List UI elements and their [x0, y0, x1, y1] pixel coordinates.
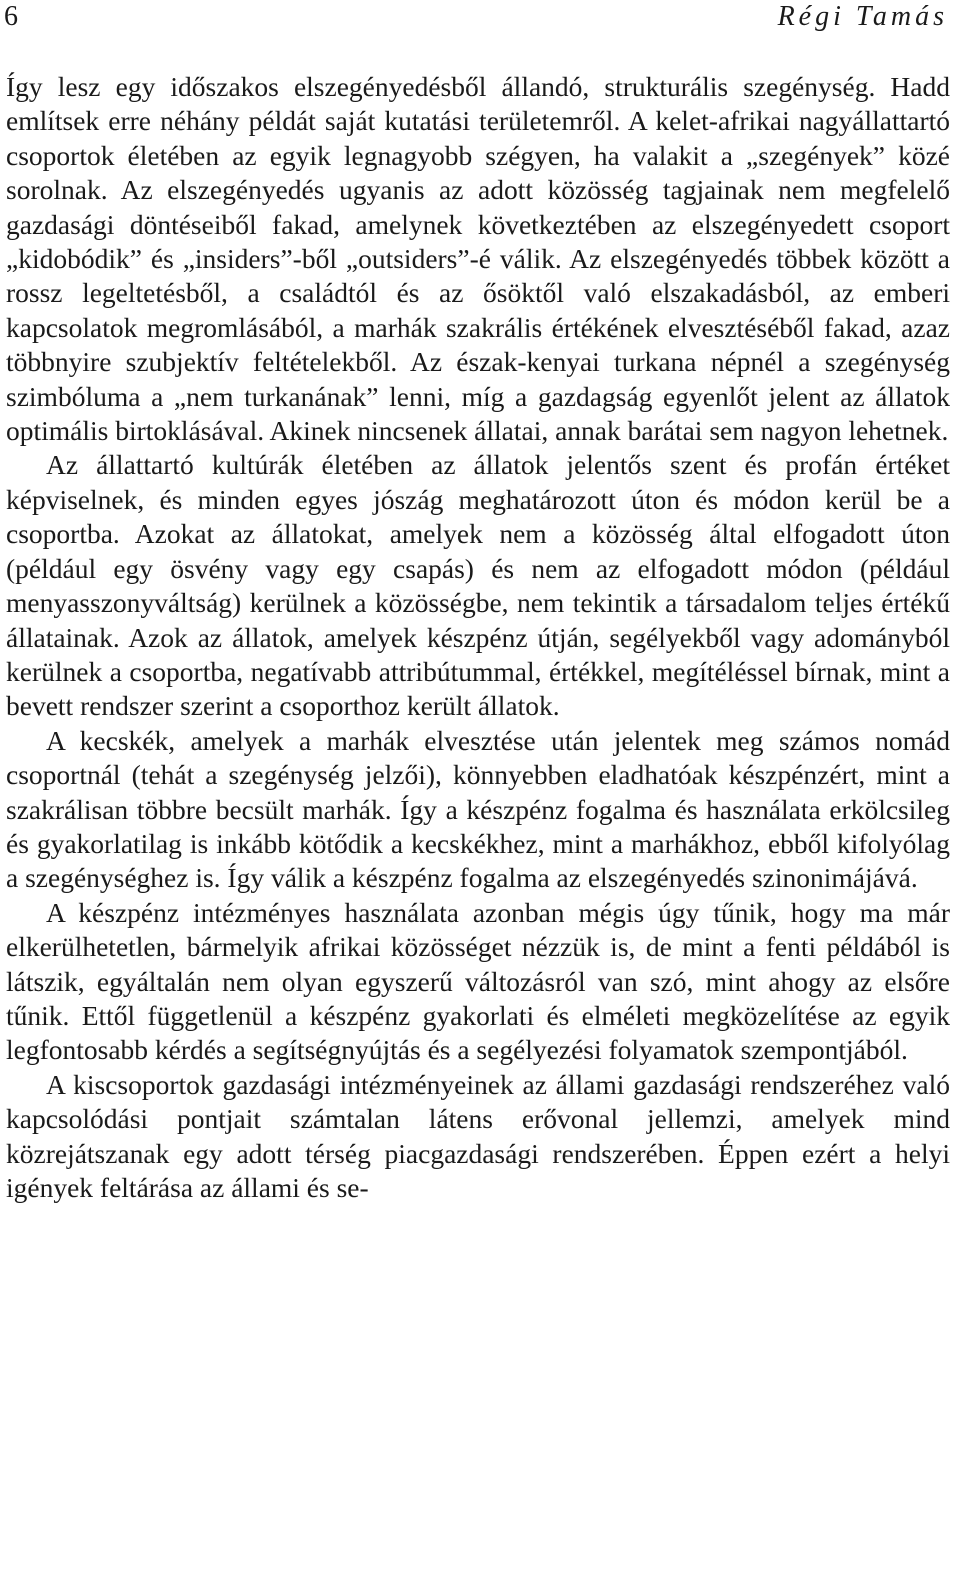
page-number: 6	[4, 1, 18, 32]
page-header	[0, 0, 960, 40]
running-head-author: Régi Tamás	[777, 1, 948, 32]
paragraph-1: Így lesz egy időszakos elszegényedésből állandó, strukturális szegénység. Hadd említsek erre néhány példát saját kutatási területemről. A kelet-afrikai nagyállattartó csoportok életében az egyik legnagyobb szégyen, ha valakit a „szegények” közé sorolnak. Az elszegényedés ugyanis az adott közösség tagjainak nem megfelelő gazdasági döntéseiből fakad, amelynek következtében az elszegényedett csoport „kidobódik” és „insiders”-ből „outsiders”-é válik. Az elszegényedés többek között a rossz legeltetésből, a családtól és az ősöktől való elszakadásból, az emberi kapcsolatok megromlásából, a marhák szakrális értékének elvesztéséből fakad, azaz többnyire szubjektív feltételekből. Az észak-kenyai turkana népnél a szegénység szimbóluma a „nem turkanának” lenni, míg a gazdagság egyenlőt jelent az állatok optimális birtoklásával. Akinek nincsenek állatai, annak barátai sem nagyon lehetnek.	[6, 71, 950, 447]
paragraph-3: A kecskék, amelyek a marhák elvesztése után jelentek meg számos nomád csoportnál (tehát a szegénység jelzői), könnyebben eladhatóak készpénzért, mint a szakrálisan többre becsült marhák. Így a készpénz fogalma és használata erkölcsileg és gyakorlatilag is inkább kötődik a kecskékhez, mint a marhákhoz, ebből kifolyólag a szegénységhez is. Így válik a készpénz fogalma az elszegényedés szinonimájává.	[6, 724, 950, 894]
body-text	[6, 70, 950, 1205]
paragraph-4: A készpénz intézményes használata azonban mégis úgy tűnik, hogy ma már elkerülhetetlen, bármelyik afrikai közösséget nézzük is, de mint a fenti példából is látszik, egyáltalán nem olyan egyszerű változásról van szó, mint ahogy az elsőre tűnik. Ettől függetlenül a készpénz gyakorlati és elméleti megközelítése az egyik legfontosabb kérdés a segítségnyújtás és a segélyezési folyamatok szempontjából.	[6, 896, 950, 1066]
paragraph-5: A kiscsoportok gazdasági intézményeinek az állami gazdasági rendszeréhez való kapcsolódási pontjait számtalan látens erővonal jellemzi, amelyek mind közrejátszanak egy adott térség piacgazdasági rendszerében. Éppen ezért a helyi igények feltárása az állami és se-	[6, 1068, 950, 1203]
paragraph-2: Az állattartó kultúrák életében az állatok jelentős szent és profán értéket képviselnek, és minden egyes jószág meghatározott úton és módon kerül be a csoportba. Azokat az állatokat, amelyek nem a közösség által elfogadott úton (például egy ösvény vagy egy csapás) és nem az elfogadott módon (például menyasszonyváltság) kerülnek a közösségbe, nem tekintik a társadalom teljes értékű állatainak. Azok az állatok, amelyek készpénz útján, segélyekből vagy adományból kerülnek a csoportba, negatívabb attribútummal, értékkel, megítéléssel bírnak, mint a bevett rendszer szerint a csoporthoz került állatok.	[6, 449, 950, 722]
